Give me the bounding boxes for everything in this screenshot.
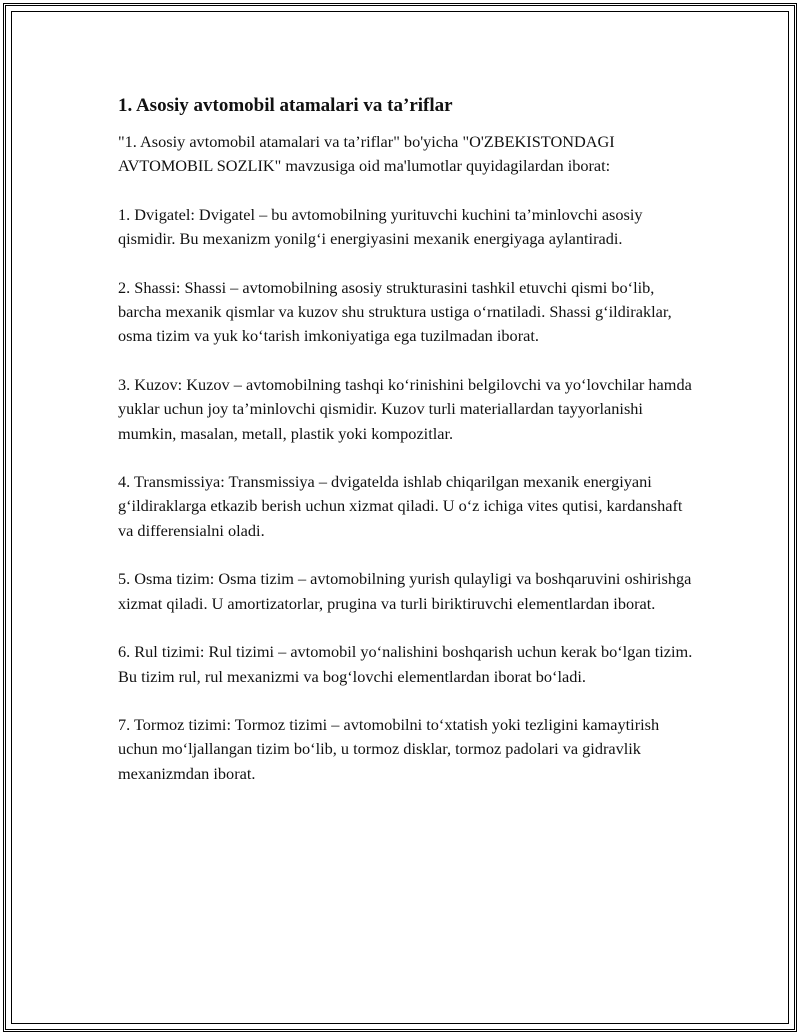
- document-heading: 1. Asosiy avtomobil atamalari va ta’riflar: [118, 95, 453, 116]
- paragraph-shassi: 2. Shassi: Shassi – avtomobilning asosiy strukturasini tashkil etuvchi qismi bo‘lib, barcha mexanik qismlar va kuzov shu struktura ustiga o‘rnatiladi. Shassi g‘ildiraklar, osma tizim va yuk ko‘tarish imkoniyatiga ega tuzilmadan iborat.: [118, 277, 672, 346]
- paragraph-osma-tizim: 5. Osma tizim: Osma tizim – avtomobilning yurish qulayligi va boshqaruvini oshirishga xizmat qiladi. U amortizatorlar, prugina va turli biriktiruvchi elementlardan iborat.: [118, 569, 692, 613]
- paragraph-rul-tizimi: 6. Rul tizimi: Rul tizimi – avtomobil yo‘nalishini boshqarish uchun kerak bo‘lgan tizim. Bu tizim rul, rul mexanizmi va bog‘lovchi elementlardan iborat bo‘ladi.: [118, 642, 693, 686]
- paragraph-kuzov: 3. Kuzov: Kuzov – avtomobilning tashqi ko‘rinishini belgilovchi va yo‘lovchilar hamda yuklar uchun joy ta’minlovchi qismidir. Kuzov turli materiallardan tayyorlanishi mumkin, masalan, metall, plastik yoki kompozitlar.: [118, 374, 692, 443]
- paragraph-transmissiya: 4. Transmissiya: Transmissiya – dvigatelda ishlab chiqarilgan mexanik energiyani g‘ildiraklarga etkazib berish uchun xizmat qiladi. U o‘z ichiga vites qutisi, kardanshaft va differensialni oladi.: [118, 472, 683, 540]
- intro-paragraph: "1. Asosiy avtomobil atamalari va ta’riflar" bo'yicha "O'ZBEKISTONDAGI AVTOMOBIL SOZLIK" mavzusiga oid ma'lumotlar quyidagilardan iborat:: [118, 132, 615, 176]
- document-body: [118, 93, 698, 810]
- paragraph-tormoz-tizimi: 7. Tormoz tizimi: Tormoz tizimi – avtomobilni to‘xtatish yoki tezligini kamaytirish uchun mo‘ljallangan tizim bo‘lib, u tormoz disklar, tormoz padolari va gidravlik mexanizmdan iborat.: [118, 715, 660, 783]
- paragraph-dvigatel: 1. Dvigatel: Dvigatel – bu avtomobilning yurituvchi kuchini ta’minlovchi asosiy qismidir. Bu mexanizm yonilg‘i energiyasini mexanik energiyaga aylantiradi.: [118, 204, 643, 249]
